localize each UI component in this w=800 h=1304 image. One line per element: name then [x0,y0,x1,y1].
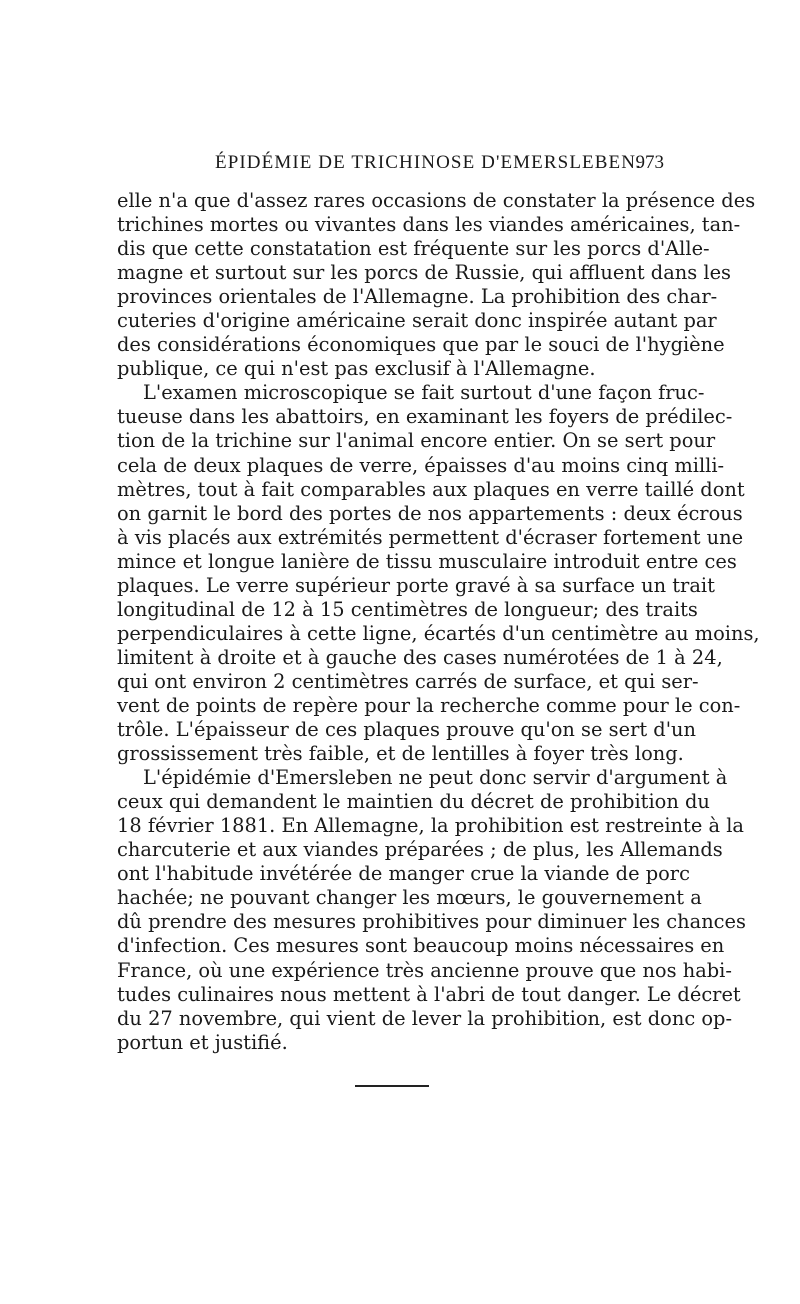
end-rule [355,1085,429,1087]
paragraph-first-line: L'épidémie d'Emersleben ne peut donc servir d'argument à [143,766,728,790]
text-line: mince et longue lanière de tissu musculaire introduit entre ces [117,549,737,573]
running-head: ÉPIDÉMIE DE TRICHINOSE D'EMERSLEBEN. [215,152,642,173]
text-line: tion de la trichine sur l'animal encore entier. On se sert pour [117,429,716,453]
text-line: à vis placés aux extrémités permettent d'écraser fortement une [117,525,744,549]
text-line: perpendiculaires à cette ligne, écartés d'un centimètre au moins, [117,621,760,645]
text-line: provinces orientales de l'Allemagne. La prohibition des char- [117,285,718,309]
page-number: 973 [635,152,664,173]
paragraph-last-line: publique, ce qui n'est pas exclusif à l'Allemagne. [117,357,596,381]
text-line: cela de deux plaques de verre, épaisses d'au moins cinq milli- [117,453,725,477]
text-line: ont l'habitude invétérée de manger crue la viande de porc [117,862,690,886]
paragraph-last-line: portun et justifié. [117,1030,288,1054]
text-line: tueuse dans les abattoirs, en examinant les foyers de prédilec- [117,405,733,429]
text-line: trichines mortes ou vivantes dans les viandes américaines, tan- [117,213,741,237]
paragraph-last-line: grossissement très faible, et de lentilles à foyer très long. [117,742,684,766]
text-line: on garnit le bord des portes de nos appartements : deux écrous [117,501,743,525]
text-line: cuteries d'origine américaine serait donc inspirée autant par [117,309,717,333]
text-line: elle n'a que d'assez rares occasions de constater la présence des [117,189,756,212]
page-header [119,152,664,182]
text-line: longitudinal de 12 à 15 centimètres de longueur; des traits [117,597,698,621]
text-line: des considérations économiques que par le souci de l'hygiène [117,333,725,357]
text-line: magne et surtout sur les porcs de Russie, qui affluent dans les [117,261,731,285]
text-line: charcuterie et aux viandes préparées ; de plus, les Allemands [117,838,723,862]
text-line: d'infection. Ces mesures sont beaucoup moins nécessaires en [117,934,725,958]
text-line: dis que cette constatation est fréquente sur les porcs d'Alle- [117,237,710,261]
text-line: ceux qui demandent le maintien du décret de prohibition du [117,790,710,814]
text-line: limitent à droite et à gauche des cases numérotées de 1 à 24, [117,645,723,669]
text-line: France, où une expérience très ancienne prouve que nos habi- [117,958,732,982]
text-line: du 27 novembre, qui vient de lever la prohibition, est donc op- [117,1006,732,1030]
text-line: trôle. L'épaisseur de ces plaques prouve qu'on se sert d'un [117,718,697,742]
text-line: plaques. Le verre supérieur porte gravé à sa surface un trait [117,573,715,597]
text-line: dû prendre des mesures prohibitives pour diminuer les chances [117,910,746,934]
body-text [117,189,760,1055]
text-line: qui ont environ 2 centimètres carrés de surface, et qui ser- [117,669,699,693]
text-line: vent de points de repère pour la recherche comme pour le con- [117,693,741,717]
paragraph-first-line: L'examen microscopique se fait surtout d'une façon fruc- [143,381,705,405]
text-line: 18 février 1881. En Allemagne, la prohibition est restreinte à la [117,814,744,838]
text-line: hachée; ne pouvant changer les mœurs, le gouvernement a [117,886,702,910]
text-line: tudes culinaires nous mettent à l'abri de tout danger. Le décret [117,982,741,1006]
text-line: mètres, tout à fait comparables aux plaques en verre taillé dont [117,477,745,501]
